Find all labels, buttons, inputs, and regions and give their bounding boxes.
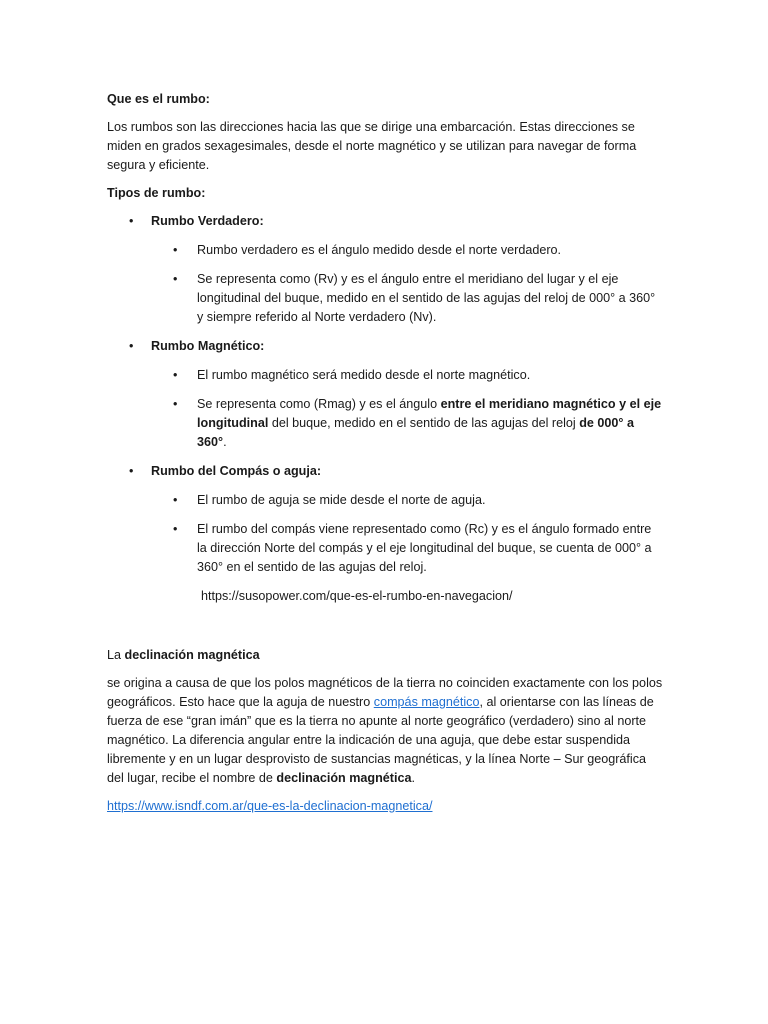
bold-text-run: declinación magnética <box>276 771 412 785</box>
text-run: Se representa como (Rmag) y es el ángulo <box>197 397 441 411</box>
text-run: . <box>223 435 227 449</box>
text-run: La <box>107 648 125 662</box>
bold-text-run: declinación magnética <box>124 648 260 662</box>
source-url-susopower: https://susopower.com/que-es-el-rumbo-en-navegacion/ <box>201 589 513 603</box>
bold-text-run: entre el meridiano magnético y el eje longitudinal <box>197 397 662 430</box>
rumbo-compas-title: Rumbo del Compás o aguja: <box>151 464 322 478</box>
list-item-rumbo-compas <box>107 462 663 577</box>
rumbo-intro-paragraph: Los rumbos son las direcciones hacia las que se dirige una embarcación. Estas direcciones se miden en grados sexagesimales, desde el norte magnético y se utilizan para navegar de forma segura y eficiente. <box>107 120 637 172</box>
list-item: • El rumbo magnético será medido desde el norte magnético. <box>151 366 663 385</box>
list-item-rumbo-magnetico <box>107 337 663 452</box>
text-run: , al orientarse con las líneas de fuerza de ese “gran imán” que es la tierra no apunte al norte geográfico (verdadero) sino al norte magnético. La diferencia angular entre la indicación de una aguja, que debe estar suspendida libremente y en un lugar desprovisto de sustancias magnéticas, y la línea Norte – Sur geográfica del lugar, recibe el nombre de <box>107 695 654 785</box>
rumbo-types-list <box>107 212 663 577</box>
declinacion-paragraph <box>107 674 663 788</box>
rumbo-magnetico-points <box>151 366 663 452</box>
bold-text-run: de 000° a 360° <box>197 416 634 449</box>
list-item: • Rumbo verdadero es el ángulo medido desde el norte verdadero. <box>151 241 663 260</box>
section-heading-declinacion <box>107 646 663 665</box>
rumbo-verdadero-title: Rumbo Verdadero: <box>151 214 264 228</box>
list-item: • Se representa como (Rv) y es el ángulo entre el meridiano del lugar y el eje longitudinal del buque, medido en el sentido de las agujas del reloj de 000° a 360° y siempre referido al Norte verdadero (Nv). <box>151 270 663 327</box>
types-heading: Tipos de rumbo: <box>107 186 206 200</box>
list-item-rumbo-verdadero <box>107 212 663 327</box>
text-run: . <box>411 771 415 785</box>
text-run: se origina a causa de que los polos magnéticos de la tierra no coinciden exactamente con los polos geográficos. Esto hace que la aguja de nuestro <box>107 676 663 709</box>
rumbo-compas-points <box>151 491 663 577</box>
text-run: del buque, medido en el sentido de las agujas del reloj <box>268 416 580 430</box>
section-heading-rumbo: Que es el rumbo: <box>107 92 210 106</box>
list-item: • El rumbo del compás viene representado como (Rc) y es el ángulo formado entre la dirección Norte del compás y el eje longitudinal del buque, se cuenta de 000° a 360° en el sentido de las agujas del reloj. <box>151 520 663 577</box>
source-url-isndf-wrapper <box>107 797 663 816</box>
document-page <box>107 90 663 825</box>
compas-magnetico-link[interactable]: compás magnético <box>373 695 480 709</box>
rumbo-magnetico-title: Rumbo Magnético: <box>151 339 265 353</box>
source-url-isndf-link[interactable]: https://www.isndf.com.ar/que-es-la-declinacion-magnetica/ <box>107 799 433 813</box>
list-item: • El rumbo de aguja se mide desde el norte de aguja. <box>151 491 663 510</box>
list-item-rich <box>151 395 663 452</box>
rumbo-verdadero-points <box>151 241 663 327</box>
